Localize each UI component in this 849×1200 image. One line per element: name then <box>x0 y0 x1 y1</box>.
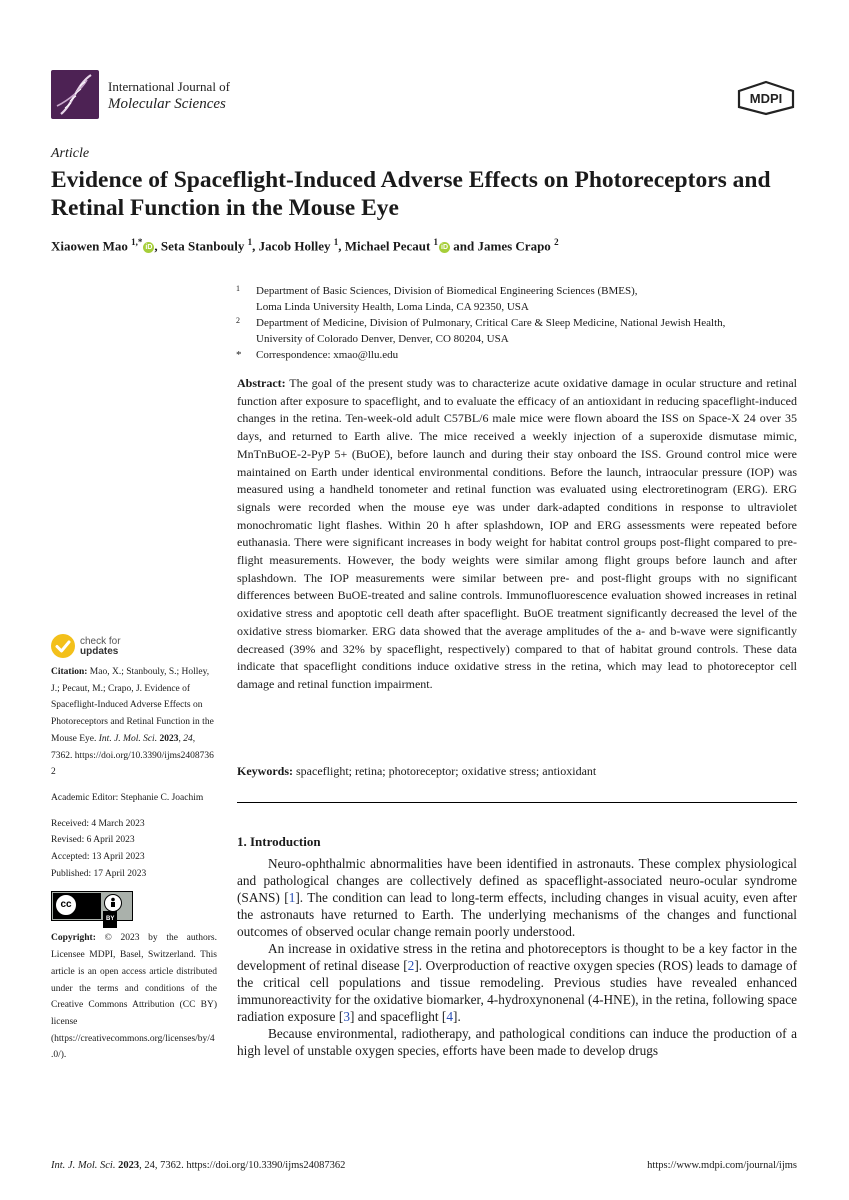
journal-name-line2: Molecular Sciences <box>108 96 226 112</box>
abstract-text: The goal of the present study was to characterize acute oxidative damage in ocular structure and retinal function after exposure to spaceflight, and to evaluate the efficacy of an antioxidant in reducing spaceflight-induced changes in the retina. Ten-week-old adult C57BL/6 male mice were flown aboard the ISS on Space-X 24 over 35 days, and returned to Earth alive. The mice received a weekly injection of a superoxide dismutase mimic, MnTnBuOE-2-PyP 5+ (BuOE), before launch and during their stay onboard the ISS. Ground control mice were maintained on Earth under identical environmental conditions. Before the launch, intraocular pressure (IOP) was measured using a handheld tonometer and retinal function was evaluated using electroretinogram (ERG). ERG signals were recorded when the mouse eye was under dark-adapted conditions in response to ultraviolet monochromatic light flashes. Within 20 h after splashdown, IOP and ERG assessments were repeated before euthanasia. There were significant increases in body weight for habitat control groups post-flight compared to pre-flight measurements. However, the body weights were similar among flight groups before launch and after splashdown. The IOP measurements were similar between pre- and post-flight groups with no significant differences between BuOE-treated and saline controls. Immunofluorescence evaluation showed increases in retinal oxidative stress and apoptotic cell death after spaceflight. BuOE treatment significantly decreased the level of the oxidative stress biomarker. ERG data showed that the average amplitudes of the a- and b-wave were significantly decreased (39% and 32% by spaceflight, respectively) compared to that of habitat ground controls. These data indicate that spaceflight conditions induce oxidative stress in the retina, which may lead to photoreceptor cell damage and retinal function impairment. <box>237 376 797 691</box>
footer-citation <box>51 1160 345 1171</box>
intro-paragraph: Because environmental, radiotherapy, and pathological conditions can induce the production of a high level of unstable oxygen species, efforts have been made to develop drugs <box>237 1026 797 1058</box>
keywords <box>237 764 797 779</box>
affiliation-mark: 2 <box>236 316 240 325</box>
footer-journal-url[interactable]: https://www.mdpi.com/journal/ijms <box>647 1160 797 1171</box>
author-separator: and <box>450 238 478 254</box>
accepted-date: Accepted: 13 April 2023 <box>51 852 145 863</box>
footer-year: 2023 <box>118 1160 140 1171</box>
author-affiliation-mark: 2 <box>554 237 559 247</box>
text-run: ]. Overproduction of reactive oxygen species (ROS) leads to damage of the critical cell populations and tissue remodeling. Previous studies have revealed enhanced immunoreactivity for the oxidative biomarker, 4-hydroxynonenal (4-HNE), in the retina, following space radiation exposure [ <box>237 958 798 1024</box>
copyright <box>51 930 217 1064</box>
citation-body: Mao, X.; Stanbouly, S.; Holley, J.; Pecaut, M.; Crapo, J. Evidence of Spaceflight-Induced Adverse Effects on Photoreceptors and Retinal Function in the Mouse Eye. <box>51 667 214 744</box>
citation: Citation: Mao, X.; Stanbouly, S.; Holley, J.; Pecaut, M.; Crapo, J. Evidence of Spaceflight-Induced Adverse Effects on Photoreceptors and Retinal Function in the Mouse Eye. Int. J. Mol. Sci. 2023, 24, 7362. https://doi.org/10.3390/ijms24087362 <box>51 667 214 778</box>
attribution-icon <box>104 894 122 912</box>
citation-journal: Int. J. Mol. Sci. <box>98 733 158 744</box>
reference-link[interactable]: 4 <box>446 1009 454 1024</box>
author-separator: , <box>154 238 161 254</box>
author-affiliation-mark: 1,* <box>131 237 143 247</box>
reference-link[interactable]: 3 <box>343 1009 350 1024</box>
text-run: ] and spaceflight [ <box>350 1009 447 1024</box>
affiliation-mark: 1 <box>236 284 240 293</box>
intro-body <box>237 855 797 1059</box>
sidebar <box>51 664 217 1064</box>
citation-year: 2023 <box>159 733 179 744</box>
orcid-icon[interactable]: iD <box>145 244 153 252</box>
mdpi-logo-text: MDPI <box>749 91 783 106</box>
orcid-icon[interactable]: iD <box>441 244 449 252</box>
reference-link[interactable]: 1 <box>288 890 296 905</box>
cc-icon: cc <box>55 894 77 916</box>
footer-doi[interactable]: , 24, 7362. https://doi.org/10.3390/ijms24087362 <box>139 1160 346 1171</box>
affiliation-line: University of Colorado Denver, Denver, CO 80204, USA <box>256 333 509 345</box>
affiliation-line: Department of Medicine, Division of Pulmonary, Critical Care & Sleep Medicine, National Jewish Health, <box>256 317 726 329</box>
mdpi-logo-icon <box>735 80 797 116</box>
journal-logo <box>51 70 99 119</box>
author-separator: , <box>252 238 259 254</box>
author-name[interactable]: James Crapo <box>477 238 551 254</box>
abstract <box>237 375 797 694</box>
author-name[interactable]: Seta Stanbouly <box>160 238 245 254</box>
citation-page: , 7362. <box>51 733 196 761</box>
check-label-line2: updates <box>80 646 119 657</box>
correspondence <box>236 347 806 363</box>
affiliation-line: Loma Linda University Health, Loma Linda, CA 92350, USA <box>256 301 529 313</box>
abstract-label: Abstract: <box>237 376 286 390</box>
affiliation-item <box>236 283 806 315</box>
citation-doi[interactable]: https://doi.org/10.3390/ijms24087362 <box>51 750 214 778</box>
text-run: An increase in oxidative stress in the retina and photoreceptors is thought to be a key factor in the development of retinal disease [ <box>237 941 797 973</box>
published-date: Published: 17 April 2023 <box>51 868 147 879</box>
journal-name-line1: International Journal of <box>108 79 231 94</box>
dna-helix-icon <box>51 70 99 119</box>
correspondence-text: Correspondence: xmao@llu.edu <box>256 349 399 361</box>
checkmark-icon <box>51 634 75 658</box>
author-name[interactable]: Xiaowen Mao <box>51 238 128 254</box>
author-name[interactable]: Jacob Holley <box>258 238 331 254</box>
author-list <box>51 237 811 254</box>
text-run: ]. The condition can lead to long-term effects, including changes in visual acuity, even after the astronauts have returned to Earth. The underlying mechanisms of the changes and functional outcomes of observed ocular change remain poorly understood. <box>237 890 797 939</box>
reference-link[interactable]: 2 <box>407 958 415 973</box>
text-run: ]. <box>453 1009 461 1024</box>
affiliation-item <box>236 315 806 347</box>
cc-by-license-badge[interactable] <box>51 891 133 921</box>
author-name[interactable]: Michael Pecaut <box>344 238 431 254</box>
by-label: BY <box>103 911 117 928</box>
revised-date: Revised: 6 April 2023 <box>51 835 135 846</box>
citation-volume: 24 <box>183 733 193 744</box>
section-divider <box>237 802 797 803</box>
section-heading: 1. Introduction <box>237 834 321 849</box>
author-affiliation-mark: 1 <box>333 237 339 247</box>
affiliations <box>236 283 806 363</box>
keywords-text: spaceflight; retina; photoreceptor; oxidative stress; antioxidant <box>296 764 597 778</box>
academic-editor: Academic Editor: Stephanie C. Joachim <box>51 792 204 803</box>
correspondence-mark: * <box>236 349 242 361</box>
page-title: Evidence of Spaceflight-Induced Adverse Effects on Photoreceptors and Retinal Function in the Mouse Eye <box>51 167 771 221</box>
intro-paragraph <box>237 940 797 1025</box>
citation-label: Citation: <box>51 667 88 677</box>
check-label-line1: check for <box>80 636 121 647</box>
author-affiliation-mark: 1 <box>433 237 439 247</box>
affiliation-line: Department of Basic Sciences, Division of Biomedical Engineering Sciences (BMES), <box>256 285 638 297</box>
received-date: Received: 4 March 2023 <box>51 818 145 829</box>
footer-journal: Int. J. Mol. Sci. <box>51 1160 116 1171</box>
intro-paragraph <box>237 855 797 940</box>
copyright-label: Copyright: <box>51 933 96 944</box>
publication-dates <box>51 816 217 883</box>
author-affiliation-mark: 1 <box>247 237 253 247</box>
keywords-label: Keywords: <box>237 764 293 778</box>
text-run: Neuro-ophthalmic abnormalities have been identified in astronauts. These complex physiological and pathological changes are collectively defined as spaceflight-associated neuro-ocular syndrome (SANS) [ <box>237 856 797 905</box>
article-type: Article <box>51 146 90 161</box>
author-separator: , <box>338 238 345 254</box>
copyright-body: © 2023 by the authors. Licensee MDPI, Basel, Switzerland. This article is an open access article distributed under the terms and conditions of the Creative Commons Attribution (CC BY) license (https://creativecommons.org/licenses/by/4.0/). <box>51 933 218 1061</box>
